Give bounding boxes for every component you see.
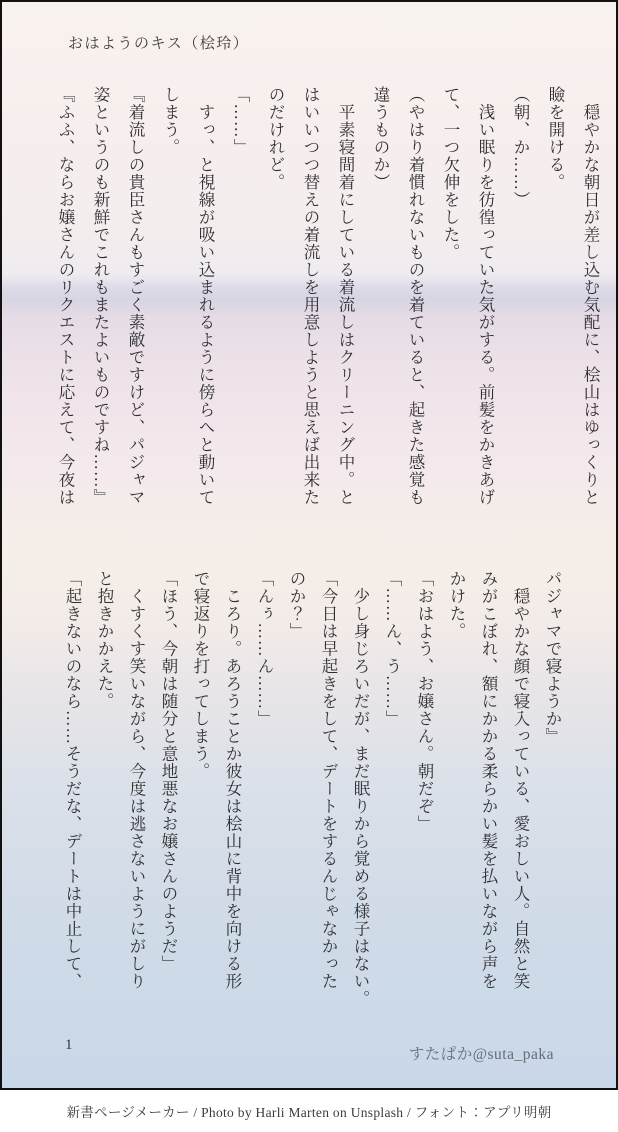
text-line: ころり。あろうことか彼女は桧山に背中を向ける形 (223, 570, 242, 990)
text-line: て、一つ欠伸をした。 (441, 86, 460, 261)
text-line: 違うものか） (371, 86, 390, 191)
text-line: 瞼を開ける。 (546, 86, 565, 191)
text-line: 「……ん、う……」 (383, 570, 402, 728)
page-number: 1 (65, 1037, 73, 1053)
text-line: パジャマで寝ようか』 (543, 570, 562, 745)
text-line: すっ、と視線が吸い込まれるように傍らへと動いて (196, 86, 215, 506)
text-line: 浅い眠りを彷徨っていた気がする。前髪をかきあげ (476, 86, 495, 506)
text-line: 姿というのも新鮮でこれもまたよいものですね……』 (91, 86, 110, 506)
lower-text-block (56, 570, 568, 1020)
text-line: 「今日は早起きをして、デートをするんじゃなかった (319, 570, 338, 990)
text-line: くすくす笑いながら、今度は逃さないようにがしり (127, 570, 146, 990)
text-line: 『ふふ、ならお嬢さんのリクエストに応えて、今夜は (56, 86, 75, 506)
footer-caption: 新書ページメーカー / Photo by Harli Marten on Unsplash / フォント：アプリ明朝 (0, 1090, 618, 1132)
page-title: おはようのキス（桧玲） (68, 36, 250, 52)
upper-text-block (48, 86, 608, 522)
text-line: みがこぼれ、額にかかる柔らかい髪を払いながら声を (479, 570, 498, 990)
text-line: しまう。 (161, 86, 180, 156)
text-line: 『着流しの貴臣さんもすごく素敵ですけど、パジャマ (126, 86, 145, 506)
text-line: で寝返りを打ってしまう。 (191, 570, 210, 780)
text-line: はいいつつ替えの着流しを用意しようと思えば出来た (301, 86, 320, 506)
text-line: かけた。 (447, 570, 466, 640)
author-credit: すたぱか@suta_paka (408, 1046, 554, 1063)
text-line: と抱きかかえた。 (95, 570, 114, 710)
text-line: 「……」 (231, 86, 250, 156)
text-line: （やはり着慣れないものを着ていると、起きた感覚も (406, 86, 425, 506)
text-line: 少し身じろいだが、まだ眠りから覚める様子はない。 (351, 570, 370, 1008)
text-line: 「ほう、今朝は随分と意地悪なお嬢さんのようだ」 (159, 570, 178, 973)
text-line: （朝、か……） (511, 86, 530, 209)
text-line: 穏やかな朝日が差し込む気配に、桧山はゆっくりと (581, 86, 600, 506)
text-line: のだけれど。 (266, 86, 285, 191)
text-line: 「んぅ……ん……」 (255, 570, 274, 728)
text-line: 平素寝間着にしている着流しはクリーニング中。と (336, 86, 355, 506)
text-line: 穏やかな顔で寝入っている、愛おしい人。自然と笑 (511, 570, 530, 990)
text-line: のか？」 (287, 570, 306, 640)
text-line: 「起きないのなら……そうだな、デートは中止して、 (63, 570, 82, 990)
text-line: 「おはよう、お嬢さん。朝だぞ」 (415, 570, 434, 833)
